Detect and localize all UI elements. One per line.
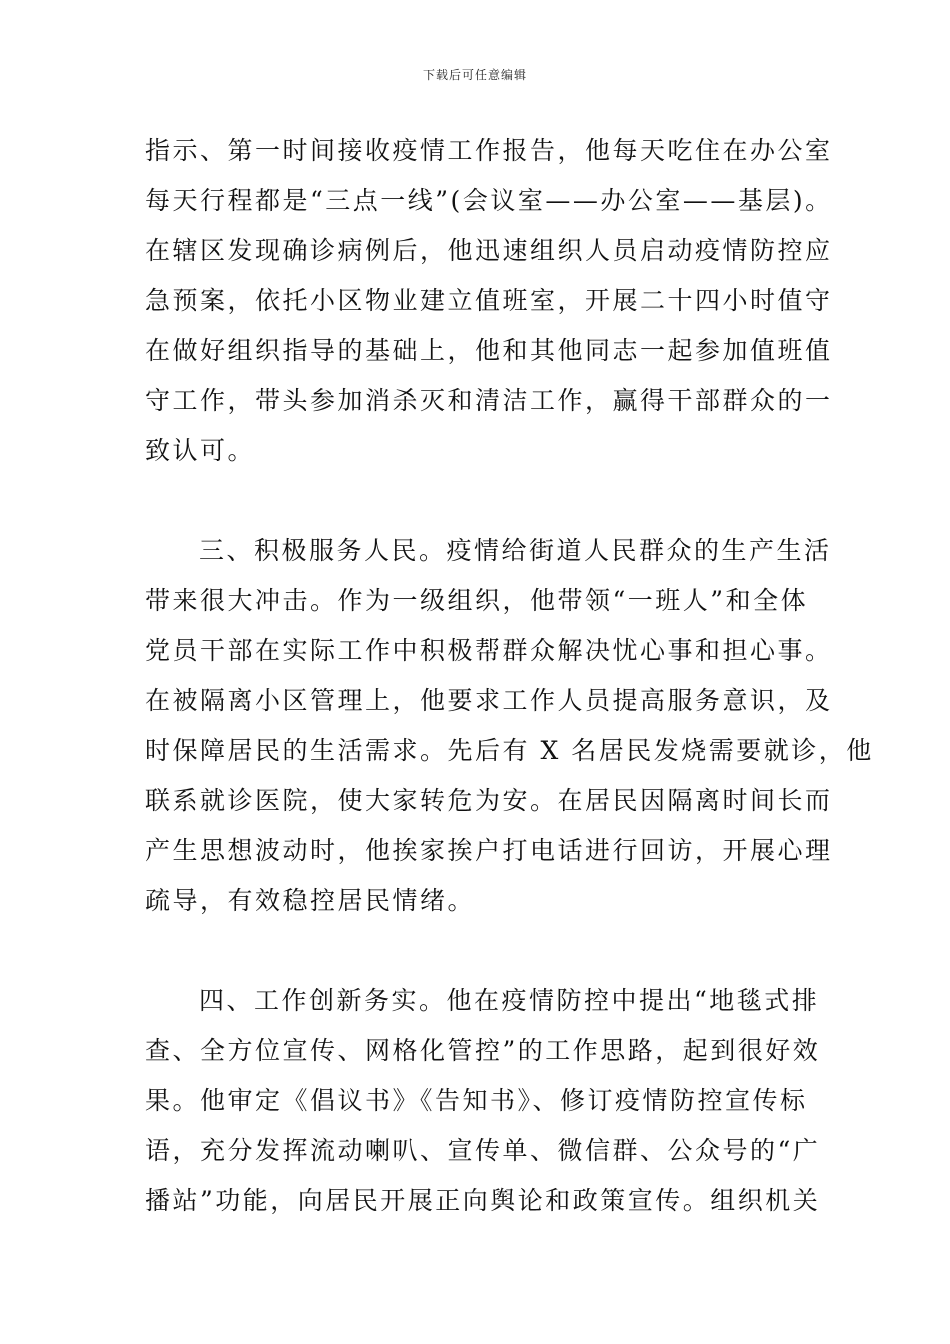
paragraph-1 (145, 126, 845, 476)
text-line: 播站”功能，向居民开展正向舆论和政策宣传。组织机关 (145, 1186, 821, 1215)
text-line: 致认可。 (145, 436, 256, 465)
text-line: 联系就诊医院，使大家转危为安。在居民因隔离时间长而 (145, 786, 833, 815)
text-line: 时保障居民的生活需求。先后有 X 名居民发烧需要就诊，他 (145, 736, 874, 765)
text-line: 急预案，依托小区物业建立值班室，开展二十四小时值守 (145, 286, 833, 315)
text-line: 党员干部在实际工作中积极帮群众解决忧心事和担心事。 (145, 636, 833, 665)
text-line-first: 三、积极服务人民。疫情给街道人民群众的生产生活 (199, 536, 832, 565)
text-line: 语，充分发挥流动喇叭、宣传单、微信群、公众号的“广 (145, 1136, 821, 1165)
text-line: 在做好组织指导的基础上，他和其他同志一起参加值班值 (145, 336, 833, 365)
text-line: 带来很大冲击。作为一级组织，他带领“一班人”和全体 (145, 586, 809, 615)
text-line: 每天行程都是“三点一线”(会议室——办公室——基层)。 (145, 186, 833, 215)
text-line: 指示、第一时间接收疫情工作报告，他每天吃住在办公室 (145, 136, 833, 165)
text-line: 果。他审定《倡议书》《告知书》、修订疫情防控宣传标 (145, 1086, 808, 1115)
text-line: 查、全方位宣传、网格化管控”的工作思路，起到很好效 (145, 1036, 821, 1065)
text-line-first: 四、工作创新务实。他在疫情防控中提出“地毯式排 (199, 986, 820, 1015)
text-line: 在辖区发现确诊病例后，他迅速组织人员启动疫情防控应 (145, 236, 833, 265)
paragraph-spacer (145, 476, 845, 526)
text-line: 疏导，有效稳控居民情绪。 (145, 886, 476, 915)
document-body (145, 126, 874, 1226)
paragraph-2 (145, 526, 874, 926)
page-header: 下载后可任意编辑 (422, 68, 527, 82)
text-line: 产生思想波动时，他挨家挨户打电话进行回访，开展心理 (145, 836, 833, 865)
paragraph-spacer (145, 926, 845, 976)
text-line: 在被隔离小区管理上，他要求工作人员提高服务意识，及 (145, 686, 833, 715)
text-line: 守工作，带头参加消杀灭和清洁工作，赢得干部群众的一 (145, 386, 833, 415)
paragraph-3 (145, 976, 845, 1226)
